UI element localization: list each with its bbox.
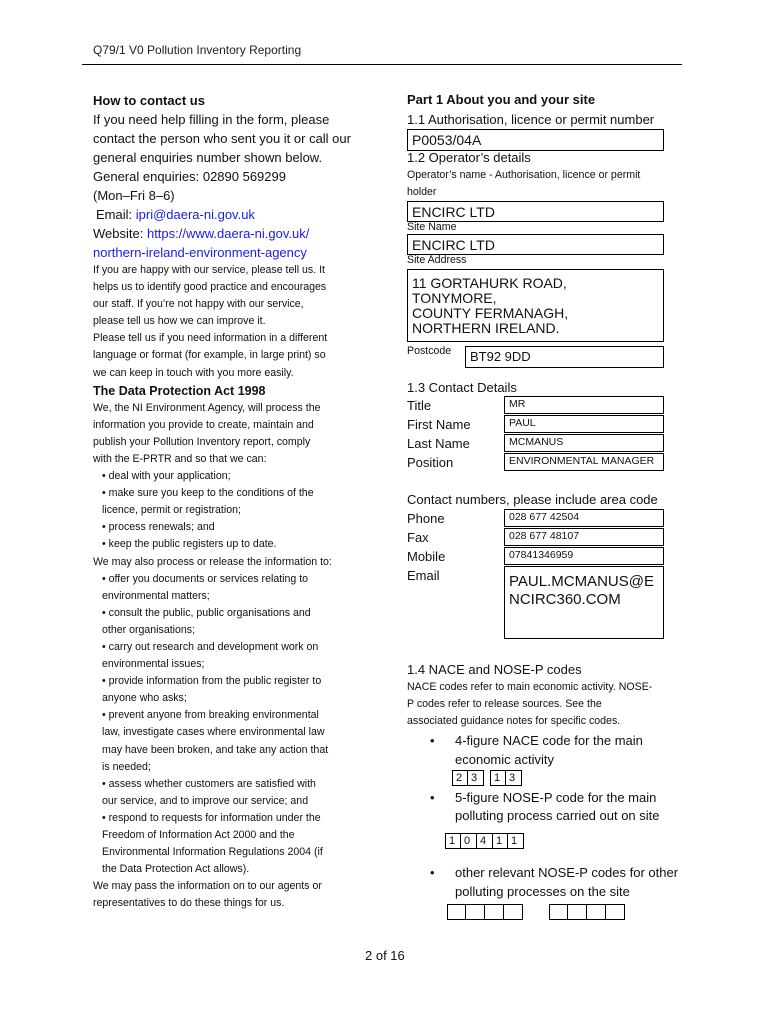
nace-note: NACE codes refer to main economic activity. NOSE- xyxy=(407,681,653,693)
contact-line: If you need help filling in the form, please xyxy=(93,112,330,127)
email-line xyxy=(93,205,368,224)
dp-line: with the E-PRTR and so that we can: xyxy=(93,452,267,465)
email-label: Email: xyxy=(96,207,133,222)
fax-label: Fax xyxy=(407,530,429,545)
site-address-label: Site Address xyxy=(407,254,467,266)
left-column xyxy=(93,92,368,912)
also-bullet: is needed; xyxy=(102,760,151,773)
dp-bullet: • keep the public registers up to date. xyxy=(102,538,277,551)
contact-line: general enquiries number shown below. xyxy=(93,150,323,165)
digit-box[interactable] xyxy=(466,904,485,920)
also-bullet: our service, and to improve our service; and xyxy=(102,794,309,807)
also-bullet: anyone who asks; xyxy=(102,692,187,705)
contact-numbers-label: Contact numbers, please include area code xyxy=(407,492,658,507)
digit-box[interactable]: 3 xyxy=(468,770,484,786)
permit-number-field[interactable]: P0053/04A xyxy=(407,129,664,151)
s14-label: 1.4 NACE and NOSE-P codes xyxy=(407,662,582,677)
happy-line: please tell us how we can improve it. xyxy=(93,315,266,328)
also-bullet: • consult the public, public organisations and xyxy=(102,606,311,619)
happy-line: helps us to identify good practice and encourages xyxy=(93,281,327,294)
site-address-line: NORTHERN IRELAND. xyxy=(412,320,560,336)
other-code-group-b[interactable] xyxy=(549,904,625,920)
nace-code-group-b[interactable] xyxy=(490,770,522,786)
mobile-field[interactable]: 07841346959 xyxy=(504,547,664,565)
operator-label: Operator’s name - Authorisation, licence or permit xyxy=(407,169,641,181)
s11-label: 1.1 Authorisation, licence or permit number xyxy=(407,112,655,127)
document-header: Q79/1 V0 Pollution Inventory Reporting xyxy=(93,43,302,57)
also-bullet: • carry out research and development work on xyxy=(102,640,319,653)
site-name-label: Site Name xyxy=(407,221,457,233)
happy-line: If you are happy with our service, please tell us. It xyxy=(93,264,326,276)
first-name-label: First Name xyxy=(407,417,471,432)
s13-label: 1.3 Contact Details xyxy=(407,380,517,395)
email-value-line: NCIRC360.COM xyxy=(509,591,621,608)
nace-note: P codes refer to release sources. See the xyxy=(407,698,602,710)
other-bullet-cont: polluting processes on the site xyxy=(455,884,630,899)
digit-box[interactable] xyxy=(485,904,504,920)
site-address-line: COUNTY FERMANAGH, xyxy=(412,305,569,321)
happy-line: our staff. If you’re not happy with our service, xyxy=(93,298,304,311)
phone-field[interactable]: 028 677 42504 xyxy=(504,509,664,527)
bullet-dot: • xyxy=(430,865,435,880)
final-line: We may pass the information on to our agents or xyxy=(93,880,322,893)
operator-name-field[interactable]: ENCIRC LTD xyxy=(407,201,664,222)
position-label: Position xyxy=(407,455,454,470)
fax-field[interactable]: 028 677 48107 xyxy=(504,528,664,546)
also-bullet: • prevent anyone from breaking environmental xyxy=(102,709,319,722)
site-address-line: TONYMORE, xyxy=(412,290,497,306)
header-divider xyxy=(82,64,682,65)
digit-box[interactable]: 1 xyxy=(492,833,508,849)
dp-bullet: • make sure you keep to the conditions of the xyxy=(102,487,314,500)
nosep-bullet-cont: polluting process carried out on site xyxy=(455,808,660,823)
also-bullet: environmental matters; xyxy=(102,589,210,602)
email-field-label: Email xyxy=(407,568,440,583)
also-bullet: environmental issues; xyxy=(102,658,205,671)
phone-label: Phone xyxy=(407,511,445,526)
digit-box[interactable] xyxy=(549,904,568,920)
final-line: representatives to do these things for us. xyxy=(93,897,285,910)
digit-box[interactable]: 3 xyxy=(506,770,522,786)
digit-box[interactable]: 4 xyxy=(477,833,493,849)
also-bullet: may have been broken, and take any action that xyxy=(102,743,329,756)
email-field[interactable] xyxy=(504,566,664,639)
digit-box[interactable] xyxy=(447,904,466,920)
nosep-code-group-a[interactable] xyxy=(445,833,493,849)
digit-box[interactable] xyxy=(568,904,587,920)
also-bullet: other organisations; xyxy=(102,623,196,636)
nace-bullet-cont: economic activity xyxy=(455,752,554,767)
last-name-label: Last Name xyxy=(407,436,470,451)
position-field[interactable]: ENVIRONMENTAL MANAGER xyxy=(504,453,664,471)
other-code-group-a[interactable] xyxy=(447,904,523,920)
also-bullet: Freedom of Information Act 2000 and the xyxy=(102,829,295,841)
also-bullet: • provide information from the public register to xyxy=(102,675,322,688)
site-address-line: 11 GORTAHURK ROAD, xyxy=(412,275,567,291)
also-bullet: • offer you documents or services relating to xyxy=(102,572,309,585)
happy-line: Please tell us if you need information in a different xyxy=(93,332,328,345)
nosep-bullet: 5-figure NOSE-P code for the main xyxy=(455,790,657,805)
also-bullet: the Data Protection Act allows). xyxy=(102,863,250,876)
contact-heading: How to contact us xyxy=(93,93,205,108)
happy-line: language or format (for example, in large print) so xyxy=(93,349,326,362)
nace-bullet: 4-figure NACE code for the main xyxy=(455,733,643,748)
s12-label: 1.2 Operator’s details xyxy=(407,150,531,165)
website-label: Website: xyxy=(93,226,144,241)
dp-heading: The Data Protection Act 1998 xyxy=(93,383,266,398)
also-bullet: law, investigate cases where environmental law xyxy=(102,726,325,739)
site-name-field[interactable]: ENCIRC LTD xyxy=(407,234,664,255)
title-field[interactable]: MR xyxy=(504,396,664,414)
bullet-dot: • xyxy=(430,733,435,748)
bullet-dot: • xyxy=(430,790,435,805)
mobile-label: Mobile xyxy=(407,549,446,564)
operator-label-cont: holder xyxy=(407,186,437,198)
website-link-cont[interactable]: northern-ireland-environment-agency xyxy=(93,245,307,260)
happy-line: we can keep in touch with you more easily. xyxy=(93,366,294,379)
other-bullet: other relevant NOSE-P codes for other xyxy=(455,865,679,880)
first-name-field[interactable]: PAUL xyxy=(504,415,664,433)
contact-line: contact the person who sent you it or call our xyxy=(93,131,351,146)
digit-box[interactable] xyxy=(606,904,625,920)
nace-code-group-a[interactable] xyxy=(452,770,484,786)
page-number: 2 of 16 xyxy=(365,948,405,963)
digit-box[interactable]: 1 xyxy=(490,770,506,786)
digit-box[interactable]: 2 xyxy=(452,770,468,786)
dp-line: We, the NI Environment Agency, will process the xyxy=(93,401,321,414)
dp-line: information you provide to create, maintain and xyxy=(93,418,314,431)
digit-box[interactable] xyxy=(587,904,606,920)
nace-note: associated guidance notes for specific codes. xyxy=(407,715,621,727)
contact-line: General enquiries: 02890 569299 xyxy=(93,169,286,184)
title-label: Title xyxy=(407,398,432,413)
part1-title: Part 1 About you and your site xyxy=(407,92,596,107)
digit-box[interactable] xyxy=(504,904,523,920)
last-name-field[interactable]: MCMANUS xyxy=(504,434,664,452)
dp-line: publish your Pollution Inventory report, comply xyxy=(93,435,311,448)
also-bullet: Environmental Information Regulations 2004 (if xyxy=(102,846,323,859)
also-line: We may also process or release the information to: xyxy=(93,555,332,568)
digit-box[interactable]: 0 xyxy=(461,833,477,849)
postcode-label: Postcode xyxy=(407,345,452,357)
email-value-line: PAUL.MCMANUS@E xyxy=(509,573,654,590)
contact-line: (Mon–Fri 8–6) xyxy=(93,188,175,203)
site-address-field[interactable] xyxy=(407,269,664,342)
postcode-field[interactable]: BT92 9DD xyxy=(465,346,664,368)
also-bullet: • assess whether customers are satisfied with xyxy=(102,777,316,790)
dp-bullet: • deal with your application; xyxy=(102,470,231,483)
digit-box[interactable]: 1 xyxy=(508,833,524,849)
dp-bullet: licence, permit or registration; xyxy=(102,504,241,517)
nosep-code-group-b[interactable] xyxy=(492,833,524,849)
email-link[interactable]: ipri@daera-ni.gov.uk xyxy=(135,207,255,222)
also-bullet: • respond to requests for information under the xyxy=(102,811,321,824)
website-line xyxy=(93,224,368,243)
website-link[interactable]: https://www.daera-ni.gov.uk/ xyxy=(146,226,310,241)
dp-bullet: • process renewals; and xyxy=(102,521,215,534)
digit-box[interactable]: 1 xyxy=(445,833,461,849)
